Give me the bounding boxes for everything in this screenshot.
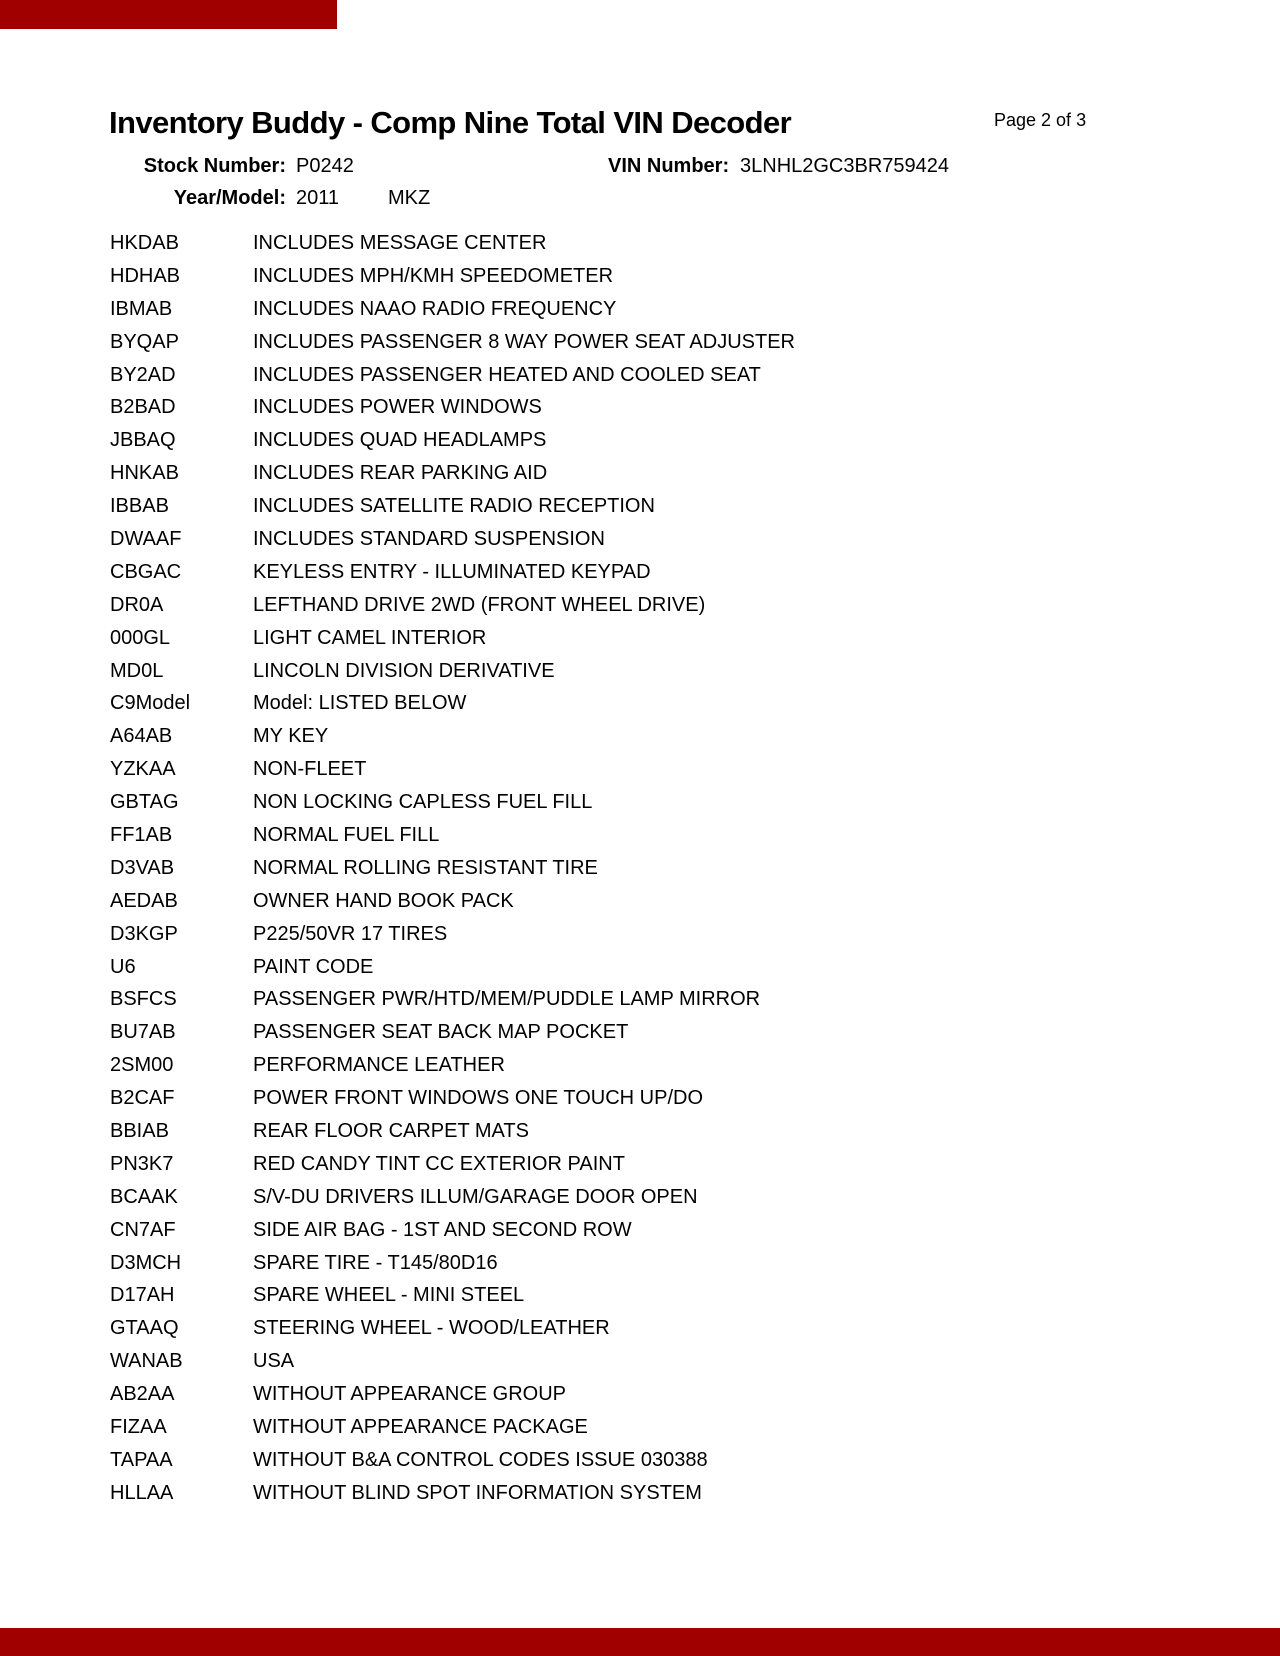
option-code: D3MCH — [110, 1251, 182, 1274]
option-row — [110, 1312, 795, 1345]
option-description: SPARE WHEEL - MINI STEEL — [253, 1284, 525, 1307]
option-row — [110, 622, 795, 655]
option-row — [110, 523, 795, 556]
option-description: REAR FLOOR CARPET MATS — [253, 1119, 529, 1142]
option-code: GBTAG — [110, 791, 179, 814]
option-row — [110, 983, 795, 1016]
option-description: S/V-DU DRIVERS ILLUM/GARAGE DOOR OPEN — [253, 1185, 698, 1208]
option-description: NORMAL FUEL FILL — [253, 823, 440, 846]
option-code: U6 — [110, 955, 136, 978]
year-model-label: Year/Model: — [173, 187, 286, 209]
option-row — [110, 326, 795, 359]
option-row — [110, 1115, 795, 1148]
vin-label: VIN Number: — [608, 155, 730, 177]
option-code: D3KGP — [110, 922, 178, 945]
option-code: DR0A — [110, 593, 164, 616]
option-description: NON-FLEET — [253, 758, 367, 781]
stock-number-value: P0242 — [296, 155, 354, 177]
option-row — [110, 391, 795, 424]
option-code: MD0L — [110, 659, 164, 682]
option-code: HLLAA — [110, 1481, 174, 1504]
option-description: Model: LISTED BELOW — [253, 692, 467, 715]
option-row — [110, 885, 795, 918]
option-code: HDHAB — [110, 264, 181, 287]
option-row — [110, 655, 795, 688]
option-code: CN7AF — [110, 1218, 176, 1241]
option-description: SIDE AIR BAG - 1ST AND SECOND ROW — [253, 1218, 632, 1241]
option-row — [110, 687, 795, 720]
option-description: INCLUDES STANDARD SUSPENSION — [253, 527, 605, 550]
option-description: INCLUDES MPH/KMH SPEEDOMETER — [253, 264, 614, 287]
option-description: LIGHT CAMEL INTERIOR — [253, 626, 487, 649]
option-code: HKDAB — [110, 231, 179, 254]
option-description: PAINT CODE — [253, 955, 374, 978]
option-description: P225/50VR 17 TIRES — [253, 922, 448, 945]
option-row — [110, 1378, 795, 1411]
option-description: INCLUDES SATELLITE RADIO RECEPTION — [253, 495, 655, 518]
option-code: A64AB — [110, 725, 173, 748]
option-code: 000GL — [110, 626, 171, 649]
scan-artifact-bar-bottom — [0, 1628, 1280, 1656]
option-description: WITHOUT APPEARANCE GROUP — [253, 1383, 567, 1406]
option-row — [110, 227, 795, 260]
option-row — [110, 819, 795, 852]
option-code: BYQAP — [110, 330, 179, 353]
option-row — [110, 1444, 795, 1477]
option-row — [110, 260, 795, 293]
option-row — [110, 1345, 795, 1378]
option-code: TAPAA — [110, 1448, 173, 1471]
option-description: MY KEY — [253, 725, 329, 748]
year-value: 2011 — [296, 187, 340, 209]
option-description: INCLUDES REAR PARKING AID — [253, 462, 548, 485]
option-code: BSFCS — [110, 988, 177, 1011]
option-code: FF1AB — [110, 823, 173, 846]
model-value: MKZ — [388, 187, 431, 209]
option-description: SPARE TIRE - T145/80D16 — [253, 1251, 498, 1274]
option-row — [110, 293, 795, 326]
option-description: OWNER HAND BOOK PACK — [253, 889, 514, 912]
vin-value: 3LNHL2GC3BR759424 — [740, 155, 950, 177]
page-title: Inventory Buddy - Comp Nine Total VIN Decoder — [109, 105, 792, 140]
option-description: PASSENGER PWR/HTD/MEM/PUDDLE LAMP MIRROR — [253, 988, 761, 1011]
option-row — [110, 556, 795, 589]
option-description: WITHOUT BLIND SPOT INFORMATION SYSTEM — [253, 1481, 702, 1504]
option-description: WITHOUT B&A CONTROL CODES ISSUE 030388 — [253, 1448, 708, 1471]
option-row — [110, 1411, 795, 1444]
scan-artifact-bar-top — [0, 0, 337, 29]
option-row — [110, 720, 795, 753]
option-code: YZKAA — [110, 758, 176, 781]
option-description: STEERING WHEEL - WOOD/LEATHER — [253, 1317, 610, 1340]
option-code: BCAAK — [110, 1185, 178, 1208]
option-row — [110, 753, 795, 786]
option-description: INCLUDES MESSAGE CENTER — [253, 231, 547, 254]
option-row — [110, 1214, 795, 1247]
option-code: BY2AD — [110, 363, 176, 386]
option-row — [110, 786, 795, 819]
option-code: DWAAF — [110, 527, 182, 550]
option-row — [110, 1082, 795, 1115]
option-row — [110, 1477, 795, 1510]
option-row — [110, 1181, 795, 1214]
page-number-indicator: Page 2 of 3 — [994, 110, 1087, 130]
option-row — [110, 1016, 795, 1049]
option-code: GTAAQ — [110, 1317, 179, 1340]
option-description: USA — [253, 1350, 295, 1373]
option-description: LINCOLN DIVISION DERIVATIVE — [253, 659, 555, 682]
option-code: B2CAF — [110, 1087, 175, 1110]
option-row — [110, 457, 795, 490]
option-code: AB2AA — [110, 1383, 175, 1406]
option-code: 2SM00 — [110, 1054, 174, 1077]
option-description: KEYLESS ENTRY - ILLUMINATED KEYPAD — [253, 560, 651, 583]
option-code: B2BAD — [110, 396, 176, 419]
option-code: JBBAQ — [110, 429, 176, 452]
option-code: HNKAB — [110, 462, 179, 485]
option-row — [110, 1148, 795, 1181]
option-description: RED CANDY TINT CC EXTERIOR PAINT — [253, 1152, 625, 1175]
option-code: BU7AB — [110, 1021, 176, 1044]
option-row — [110, 852, 795, 885]
option-row — [110, 1280, 795, 1313]
stock-number-label: Stock Number: — [143, 155, 286, 177]
option-code: FIZAA — [110, 1416, 167, 1438]
option-description: INCLUDES PASSENGER 8 WAY POWER SEAT ADJUSTER — [253, 330, 795, 353]
option-code: AEDAB — [110, 889, 178, 912]
option-code: IBMAB — [110, 297, 173, 320]
option-row — [110, 1247, 795, 1280]
option-description: INCLUDES NAAO RADIO FREQUENCY — [253, 297, 617, 320]
option-row — [110, 424, 795, 457]
option-description: WITHOUT APPEARANCE PACKAGE — [253, 1416, 588, 1438]
option-description: POWER FRONT WINDOWS ONE TOUCH UP/DO — [253, 1087, 704, 1110]
option-description: INCLUDES POWER WINDOWS — [253, 396, 542, 419]
option-row — [110, 951, 795, 984]
option-description: PERFORMANCE LEATHER — [253, 1054, 505, 1077]
option-code: IBBAB — [110, 495, 169, 518]
option-code: WANAB — [110, 1350, 183, 1373]
option-description: PASSENGER SEAT BACK MAP POCKET — [253, 1021, 629, 1044]
option-code: BBIAB — [110, 1119, 169, 1142]
option-row — [110, 359, 795, 392]
option-description: INCLUDES PASSENGER HEATED AND COOLED SEAT — [253, 363, 761, 386]
option-description: NON LOCKING CAPLESS FUEL FILL — [253, 791, 593, 814]
option-codes-list — [110, 227, 795, 1510]
option-code: C9Model — [110, 692, 191, 715]
option-row — [110, 589, 795, 622]
option-description: LEFTHAND DRIVE 2WD (FRONT WHEEL DRIVE) — [253, 593, 706, 616]
option-code: D3VAB — [110, 856, 175, 879]
option-description: INCLUDES QUAD HEADLAMPS — [253, 429, 547, 452]
option-row — [110, 918, 795, 951]
option-code: D17AH — [110, 1284, 175, 1307]
option-code: PN3K7 — [110, 1152, 174, 1175]
option-row — [110, 1049, 795, 1082]
option-row — [110, 490, 795, 523]
option-code: CBGAC — [110, 560, 182, 583]
option-description: NORMAL ROLLING RESISTANT TIRE — [253, 856, 598, 879]
